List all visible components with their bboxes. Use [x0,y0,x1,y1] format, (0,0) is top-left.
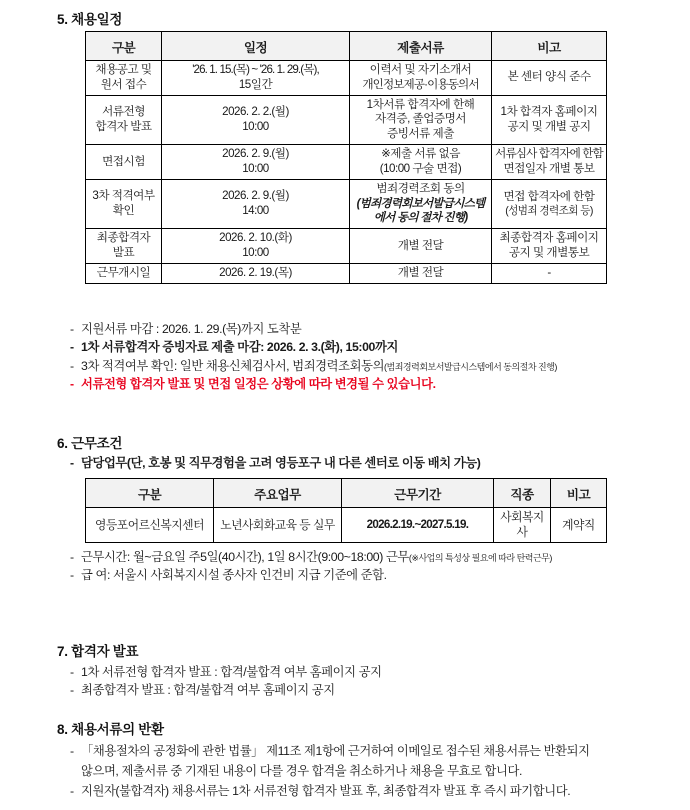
bullet-dash-icon: - [70,744,74,758]
cell-documents: 범죄경력조회 동의 (범죄경력회보서발급시스템 에서 동의 절차 진행) [350,179,492,228]
recruitment-schedule-table [85,31,607,284]
section-5-notes [70,320,557,394]
cell-remarks: - [492,263,607,283]
col-header-gubun: 구분 [86,479,214,508]
cell-schedule: '26. 1. 15.(목) ~ '26. 1. 29.(목), 15일간 [162,61,350,96]
work-condition-table-container [0,478,607,543]
col-header-main-duty: 주요업무 [214,479,342,508]
cell-documents: ※제출 서류 없음 (10:00 구술 면접) [350,145,492,180]
col-header-schedule: 일정 [162,32,350,61]
table-row [86,61,607,96]
cell-remarks: 1차 합격자 홈페이지 공지 및 개별 공지 [492,95,607,144]
schedule-table-container [0,31,607,284]
cell-gubun: 근무개시일 [86,263,162,283]
bullet-dash-icon: - [70,358,74,373]
cell-gubun: 채용공고 및 원서 접수 [86,61,162,96]
cell-gubun: 3차 적격여부 확인 [86,179,162,228]
table-row [86,508,607,543]
work-condition-table [85,478,607,543]
section-7-heading: 7. 합격자 발표 [57,644,139,659]
section-8-heading: 8. 채용서류의 반환 [57,722,164,737]
cell-gubun: 최종합격자 발표 [86,229,162,264]
table-row [86,263,607,283]
note-item-warning: - 서류전형 합격자 발표 및 면접 일정은 상황에 따라 변경될 수 있습니다. [70,375,557,393]
section-6-duty-line: - 담당업무(단, 호봉 및 직무경험을 고려 영등포구 내 다른 센터로 이동 배치 가능) [70,454,480,472]
cell-schedule: 2026. 2. 19.(목) [162,263,350,283]
cell-documents: 1차서류 합격자에 한해 자격증, 졸업증명서 증빙서류 제출 [350,95,492,144]
note-item: - 지원서류 마감 : 2026. 1. 29.(목)까지 도착분 [70,320,557,338]
cell-remarks: 면접 합격자에 한함 (성범죄 경력조회 등) [492,179,607,228]
cell-main-duty: 노년사회화교육 등 실무 [214,508,342,543]
section-6-heading: 6. 근무조건 [57,436,123,451]
col-header-remarks: 비고 [551,479,607,508]
bullet-dash-icon: - [70,568,74,583]
section-8-notes [70,742,590,802]
bullet-dash-icon: - [70,783,74,798]
col-header-remarks: 비고 [492,32,607,61]
cell-gubun: 면접시험 [86,145,162,180]
cell-documents: 개별 전달 [350,229,492,264]
bullet-dash-icon: - [70,550,74,564]
cell-gubun: 서류전형 합격자 발표 [86,95,162,144]
bullet-dash-icon: - [70,322,74,336]
cell-gubun: 영등포어르신복지센터 [86,508,214,543]
cell-remarks: 본 센터 양식 준수 [492,61,607,96]
bullet-dash-icon: - [70,665,74,679]
section-5-heading: 5. 채용일정 [57,12,123,27]
note-parenthetical: (※사업의 특성상 필요에 따라 탄력근무) [408,553,552,563]
cell-schedule: 2026. 2. 2.(월) 10:00 [162,95,350,144]
cell-schedule: 2026. 2. 9.(월) 10:00 [162,145,350,180]
table-header-row [86,32,607,61]
table-row [86,95,607,144]
table-row [86,229,607,264]
note-item: - 근무시간: 월~금요일 주5일(40시간), 1일 8시간(9:00~18:00) 근무(※사업의 특성상 필요에 따라 탄력근무) [70,548,552,566]
col-header-work-period: 근무기간 [342,479,494,508]
section-7-notes [70,663,382,700]
table-row [86,145,607,180]
bullet-dash-icon: - [70,340,74,355]
bullet-dash-icon: - [70,683,74,698]
col-header-gubun: 구분 [86,32,162,61]
cell-documents: 이력서 및 자기소개서 개인정보제공·이용동의서 [350,61,492,96]
cell-schedule: 2026. 2. 10.(화) 10:00 [162,229,350,264]
table-row [86,179,607,228]
cell-job-type: 사회복지사 [494,508,551,543]
col-header-documents: 제출서류 [350,32,492,61]
note-item: - 1차 서류전형 합격자 발표 : 합격/불합격 여부 홈페이지 공지 [70,663,382,681]
paragraph-item: - 「채용절차의 공정화에 관한 법률」 제11조 제1항에 근거하여 이메일로 접수된 채용서류는 반환되지 않으며, 제출서류 중 기재된 내용이 다를 경우 합격을 취소하거나 채용을 무효로 합니다. [70,744,590,778]
note-parenthetical: (범죄경력회보서발급시스템에서 동의절차 진행) [384,361,557,372]
cell-work-period: 2026.2.19.~2027.5.19. [342,508,494,543]
note-item: - 급 여: 서울시 사회복지시설 종사자 인건비 지급 기준에 준함. [70,566,552,584]
paragraph-item: - 지원자(불합격자) 채용서류는 1차 서류전형 합격자 발표 후, 최종합격자 발표 후 즉시 파기합니다. [70,782,590,802]
section-6-notes [70,548,552,585]
note-item: - 3차 적격여부 확인: 일반 채용신체검사서, 범죄경력조회동의(범죄경력회보서발급시스템에서 동의절차 진행) [70,357,557,375]
table-header-row [86,479,607,508]
cell-schedule: 2026. 2. 9.(월) 14:00 [162,179,350,228]
cell-remarks: 최종합격자 홈페이지 공지 및 개별통보 [492,229,607,264]
bullet-dash-icon: - [70,456,74,470]
cell-documents: 개별 전달 [350,263,492,283]
note-item: - 최종합격자 발표 : 합격/불합격 여부 홈페이지 공지 [70,681,382,699]
cell-remarks: 계약직 [551,508,607,543]
col-header-job-type: 직종 [494,479,551,508]
bullet-dash-icon: - [70,377,74,392]
note-item: - 1차 서류합격자 증빙자료 제출 마감: 2026. 2. 3.(화), 15:00까지 [70,338,557,356]
cell-remarks: 서류심사 합격자에 한함 면접일자 개별 통보 [492,145,607,180]
